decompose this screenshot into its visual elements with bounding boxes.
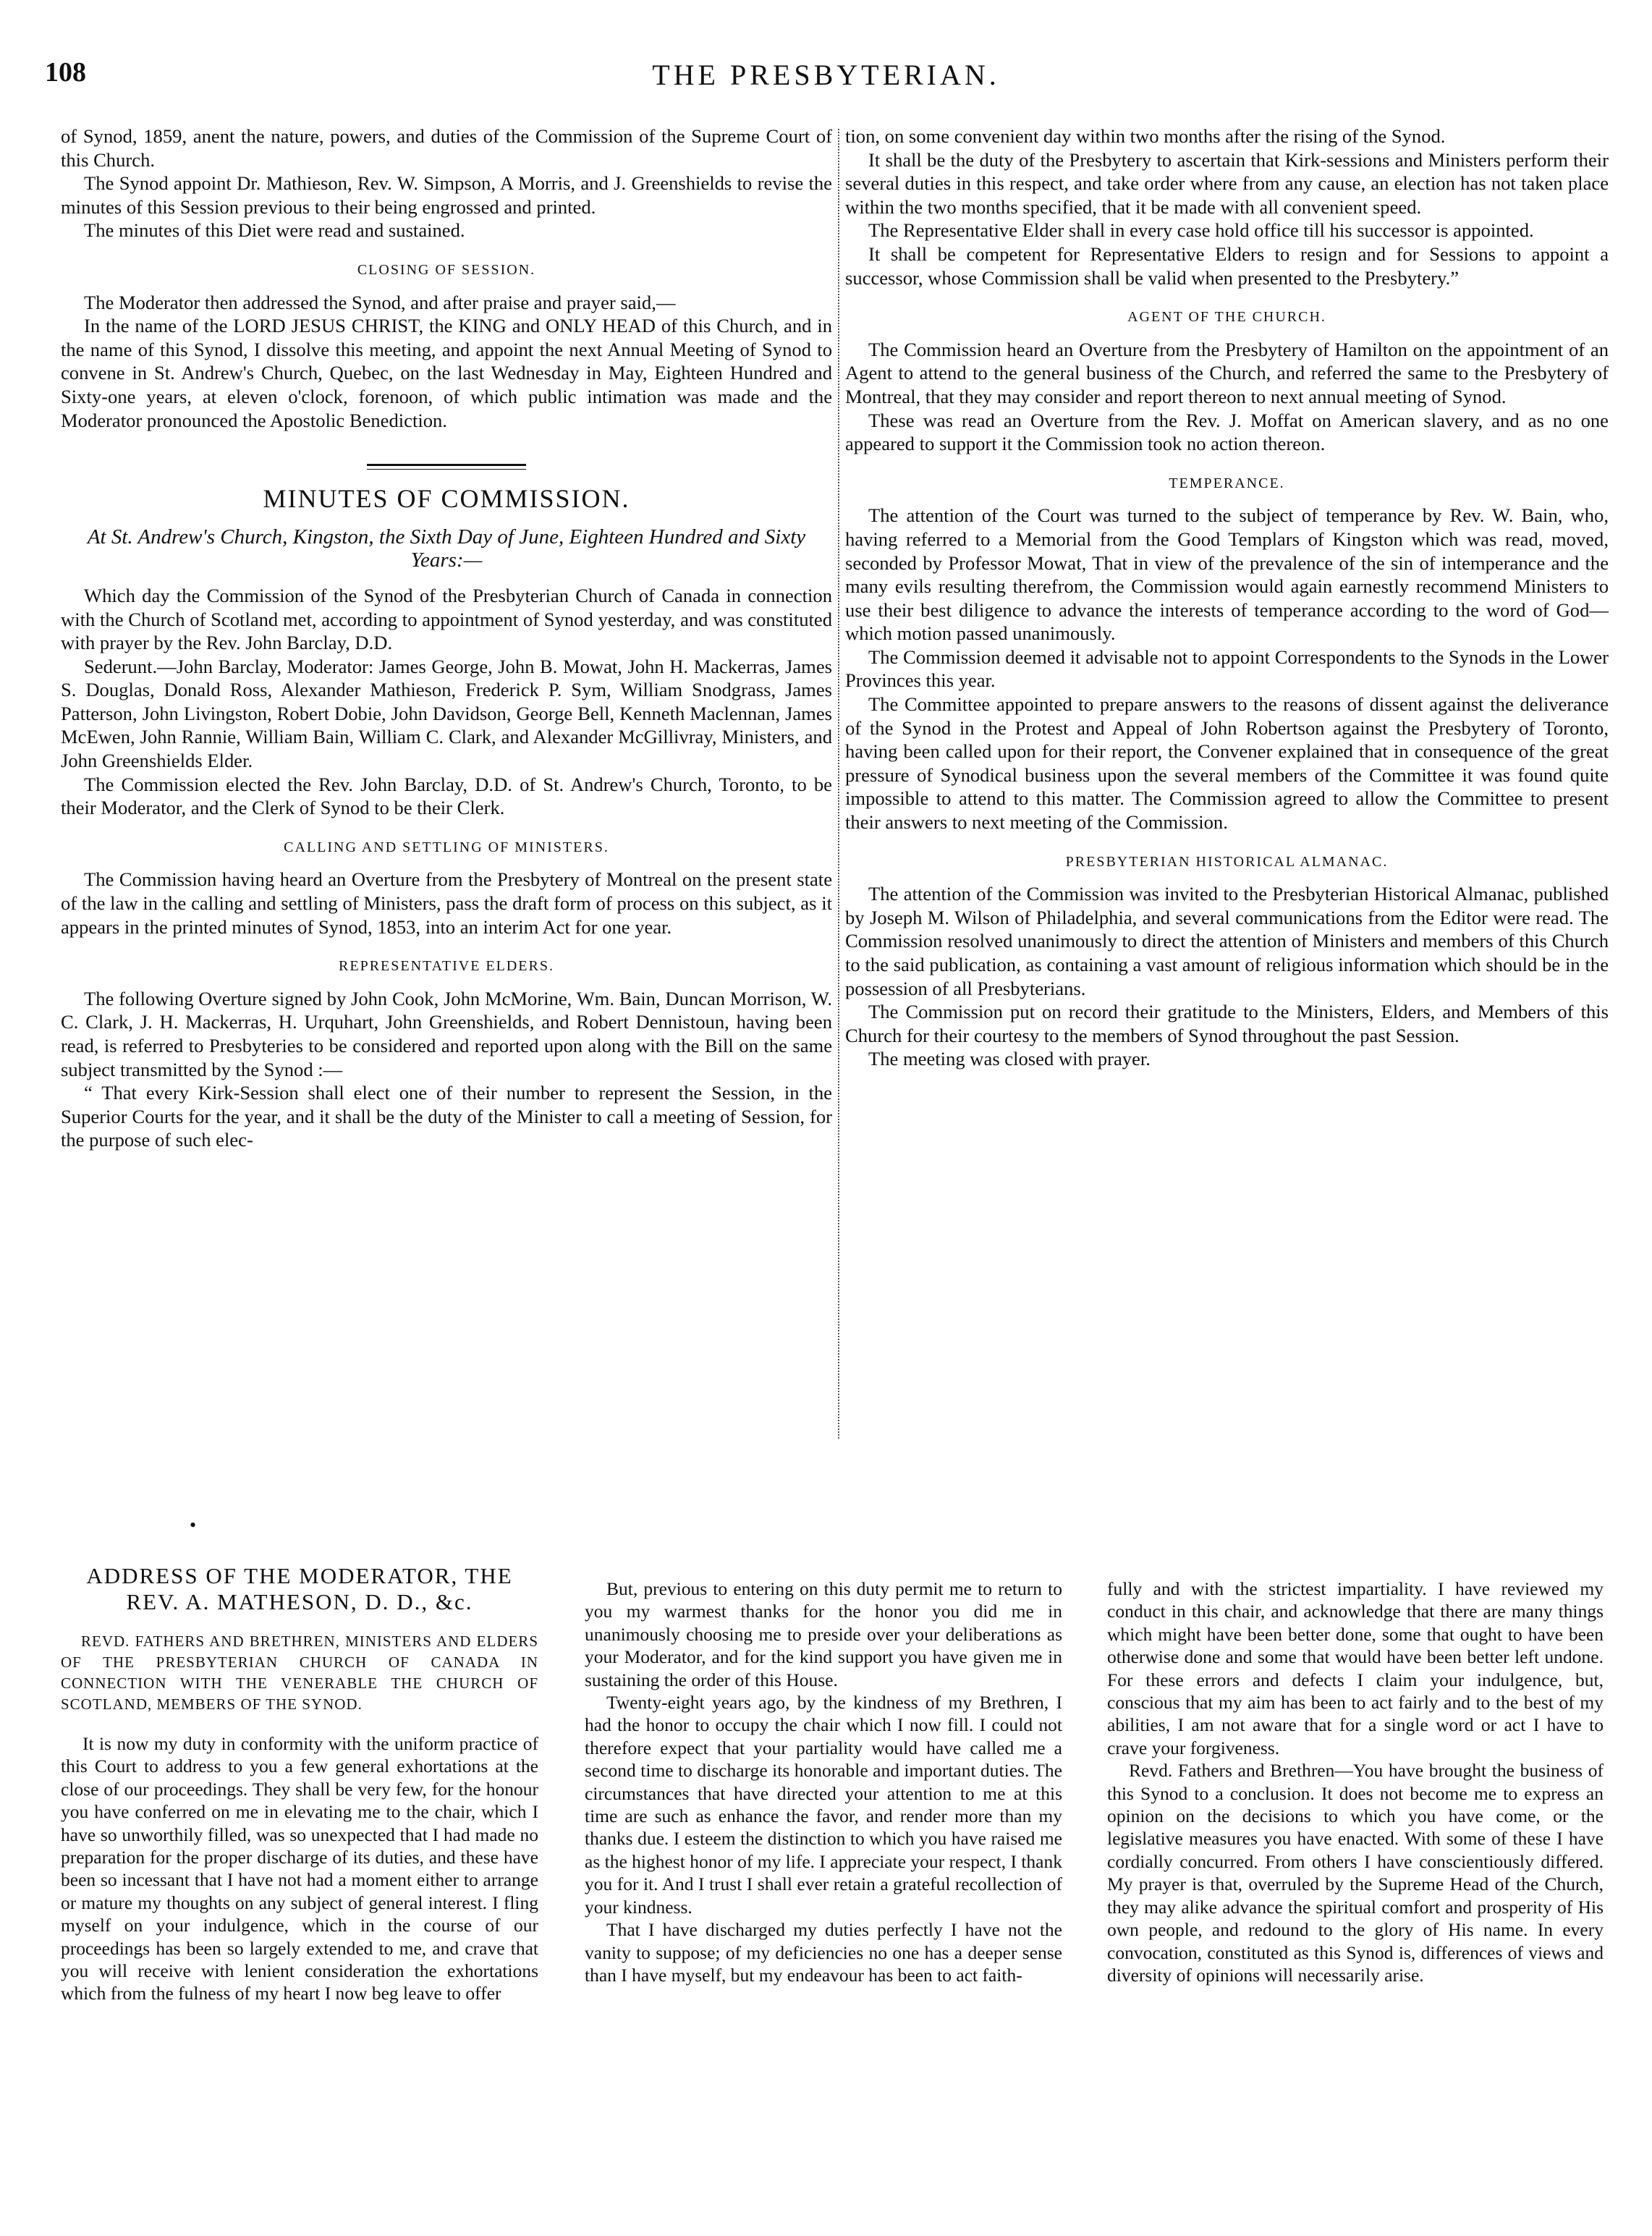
address-column-2 [585, 1578, 1062, 1986]
column-divider [838, 129, 839, 1439]
paragraph: Revd. Fathers and Brethren—You have brought the business of this Synod to a conclusion. It does not become me to express an opinion on the decisions to which you have come, or the legislative measures you have enacted. With some of these I have cordially concurred. From others I have conscientiously differed. My prayer is that, overruled by the Supreme Head of the Church, they may alike advance the spiritual comfort and prosperity of His own people, and redound to the glory of His name. In every convocation, constituted as this Synod is, differences of views and diversity of opinions will necessarily arise. [1107, 1760, 1604, 1986]
paragraph: It is now my duty in conformity with the uniform practice of this Court to address to you a few general exhortations at the close of our proceedings. They shall be very few, for the honour you have conferred on me in elevating me to the chair, which I have so unworthily filled, was so unexpected that I had made no preparation for the proper discharge of its duties, and these have been so incessant that I have not had a moment either to arrange or mature my thoughts on any subject of general interest. I fling myself on your indulgence, which in the course of our proceedings has been so largely extended to me, and crave that you will receive with lenient consideration the exhortations which from the fulness of my heart I now beg leave to offer [61, 1733, 538, 2004]
section-heading: TEMPERANCE. [1169, 475, 1285, 491]
dateline: At St. Andrew's Church, Kingston, the Sixth Day of June, Eighteen Hundred and Sixty Years:— [87, 525, 806, 572]
journal-title: THE PRESBYTERIAN. [652, 59, 1000, 91]
paragraph: The attention of the Commission was invited to the Presbyterian Historical Almanac, published by Joseph M. Wilson of Philadelphia, and several communications from the Editor were read. The Commission resolved unanimously to direct the attention of Ministers and members of this Church to the said publication, as containing a vast amount of religious information which should be in the possession of all Presbyterians. [845, 883, 1609, 999]
section-rule [367, 464, 526, 470]
paragraph: It shall be the duty of the Presbytery to ascertain that Kirk-sessions and Ministers perform their several duties in this respect, and take order where from any cause, an election has not taken place within the two months specified, that it be made with all convenient speed. [845, 148, 1609, 218]
paragraph: That I have discharged my duties perfectly I have not the vanity to suppose; of my deficiencies no one has a deeper sense than I have myself, but my endeavour has been to act faith- [585, 1919, 1062, 1986]
paragraph: of Synod, 1859, anent the nature, powers, and duties of the Commission of the Supreme Court of this Church. [61, 125, 832, 171]
paragraph: The Representative Elder shall in every case hold office till his successor is appointed. [868, 219, 1534, 242]
paragraph: The Commission elected the Rev. John Barclay, D.D. of St. Andrew's Church, Toronto, to be their Moderator, and the Clerk of Synod to be their Clerk. [61, 773, 832, 819]
paragraph: The Committee appointed to prepare answers to the reasons of dissent against the deliverance of the Synod in the Protest and Appeal of John Robertson against the Presbytery of Toronto, having been called upon for their report, the Convener explained that in consequence of the great pressure of Synodical business upon the several members of the Committee it was found quite impossible to attend to this matter. The Commission agreed to allow the Committee to present their answers to next meeting of the Commission. [845, 693, 1609, 834]
bullet-mark: • [190, 1515, 197, 1536]
paragraph: Sederunt.—John Barclay, Moderator: James George, John B. Mowat, John H. Mackerras, James S. Douglas, Donald Ross, Alexander Mathieson, Frederick P. Sym, William Snodgrass, James Patterson, John Livingston, Robert Dobie, John Davidson, George Bell, Kenneth Maclennan, James McEwen, John Rannie, William Bain, William C. Clark, and Alexander McGillivray, Ministers, and John Greenshields Elder. [61, 655, 832, 772]
paragraph: The Commission having heard an Overture from the Presbytery of Montreal on the present state of the law in the calling and settling of Ministers, pass the draft form of process on this subject, as it appears in the printed minutes of Synod, 1853, into an interim Act for one year. [61, 868, 832, 938]
paragraph: The meeting was closed with prayer. [868, 1048, 1151, 1070]
section-heading: CALLING AND SETTLING OF MINISTERS. [284, 839, 609, 855]
paragraph: The Synod appoint Dr. Mathieson, Rev. W. Simpson, A Morris, and J. Greenshields to revise the minutes of this Session previous to their being engrossed and printed. [61, 172, 832, 218]
section-heading: CLOSING OF SESSION. [357, 261, 536, 278]
section-heading: PRESBYTERIAN HISTORICAL ALMANAC. [1065, 853, 1389, 870]
address-title: ADDRESS OF THE MODERATOR, THE REV. A. MATHESON, D. D., &c. [86, 1563, 513, 1614]
paragraph: “ That every Kirk-Session shall elect one of their number to represent the Session, in the Superior Courts for the year, and it shall be the duty of the Minister to call a meeting of Session, for the purpose of such elec- [61, 1082, 832, 1151]
paragraph: But, previous to entering on this duty permit me to return to you my warmest thanks for the honor you did me in unanimously choosing me to preside over your deliberations as your Moderator, and for the kind support you have given me in sustaining the order of this House. [585, 1578, 1062, 1690]
section-heading: REPRESENTATIVE ELDERS. [339, 958, 554, 975]
paragraph: The minutes of this Diet were read and sustained. [84, 219, 465, 242]
right-column [845, 124, 1609, 1071]
left-column [61, 124, 832, 1152]
paragraph: It shall be competent for Representative Elders to resign and for Sessions to appoint a successor, whose Commission shall be valid when presented to the Presbytery.” [845, 242, 1609, 289]
paragraph: The attention of the Court was turned to the subject of temperance by Rev. W. Bain, who, having referred to a Memorial from the Good Templars of Kingston which was read, moved, seconded by Professor Mowat, That in view of the prevalence of the sin of intemperance and the many evils resulting therefrom, the Commission would again earnestly recommend Ministers to use their best diligence to advance the interests of temperance according to the word of God—which motion passed unanimously. [845, 504, 1609, 645]
paragraph: In the name of the LORD JESUS CHRIST, the KING and ONLY HEAD of this Church, and in the name of this Synod, I dissolve this meeting, and appoint the next Annual Meeting of Synod to convene in St. Andrew's Church, Quebec, on the last Wednesday in May, Eighteen Hundred and Sixty-one years, at eleven o'clock, forenoon, of which public intimation was made and the Moderator pronounced the Apostolic Benediction. [61, 315, 832, 431]
paragraph: Twenty-eight years ago, by the kindness of my Brethren, I had the honor to occupy the chair which I now fill. I could not therefore expect that your partiality would have called me a second time to discharge its honorable and important duties. The circumstances that have directed your attention to me at this time are such as enhance the favor, and render more than my thanks due. I esteem the distinction to which you have raised me as the highest honor of my life. I appreciate your respect, I thank you for it. And I trust I shall ever retain a grateful recollection of your kindness. [585, 1692, 1062, 1918]
paragraph: The following Overture signed by John Cook, John McMorine, Wm. Bain, Duncan Morrison, W. C. Clark, J. H. Mackerras, H. Urquhart, John Greenshields, and Robert Dennistoun, having been read, is referred to Presbyteries to be considered and reported upon along with the Bill on the same subject transmitted by the Synod :— [61, 987, 832, 1080]
paragraph: tion, on some convenient day within two months after the rising of the Synod. [845, 125, 1446, 147]
address-column-3 [1107, 1578, 1604, 1986]
paragraph: The Moderator then addressed the Synod, and after praise and prayer said,— [84, 291, 676, 313]
minutes-heading: MINUTES OF COMMISSION. [263, 484, 630, 514]
address-salutation: REVD. FATHERS AND BRETHREN, MINISTERS AND ELDERS OF THE PRESBYTERIAN CHURCH OF CANADA IN CONNECTION WITH THE VENERABLE THE CHURCH OF SCOTLAND, MEMBERS OF THE SYNOD. [61, 1632, 538, 1713]
paragraph: The Commission put on record their gratitude to the Ministers, Elders, and Members of this Church for their courtesy to the members of Synod throughout the past Session. [845, 1001, 1609, 1046]
paragraph: The Commission deemed it advisable not to appoint Correspondents to the Synods in the Lower Provinces this year. [845, 645, 1609, 692]
paragraph: The Commission heard an Overture from the Presbytery of Hamilton on the appointment of an Agent to attend to the general business of the Church, and referred the same to the Presbytery of Montreal, that they may consider and report thereon to next annual meeting of Synod. [845, 338, 1609, 407]
section-heading: AGENT OF THE CHURCH. [1127, 309, 1326, 326]
paragraph: These was read an Overture from the Rev. J. Moffat on American slavery, and as no one appeared to support it the Commission took no action thereon. [845, 409, 1609, 455]
paragraph: fully and with the strictest impartiality. I have reviewed my conduct in this chair, and acknowledge that there are many things which might have been better done, some that ought to have been otherwise done and some that would have been better left undone. For these errors and defects I claim your indulgence, but, conscious that my aim has been to act fairly and to the best of my abilities, I am not aware that for a single word or act I have to crave your forgiveness. [1107, 1578, 1604, 1758]
paragraph: Which day the Commission of the Synod of the Presbyterian Church of Canada in connection with the Church of Scotland met, according to appointment of Synod yesterday, and was constituted with prayer by the Rev. John Barclay, D.D. [61, 584, 832, 654]
address-column-1 [61, 1563, 538, 2005]
page-number: 108 [45, 57, 86, 88]
